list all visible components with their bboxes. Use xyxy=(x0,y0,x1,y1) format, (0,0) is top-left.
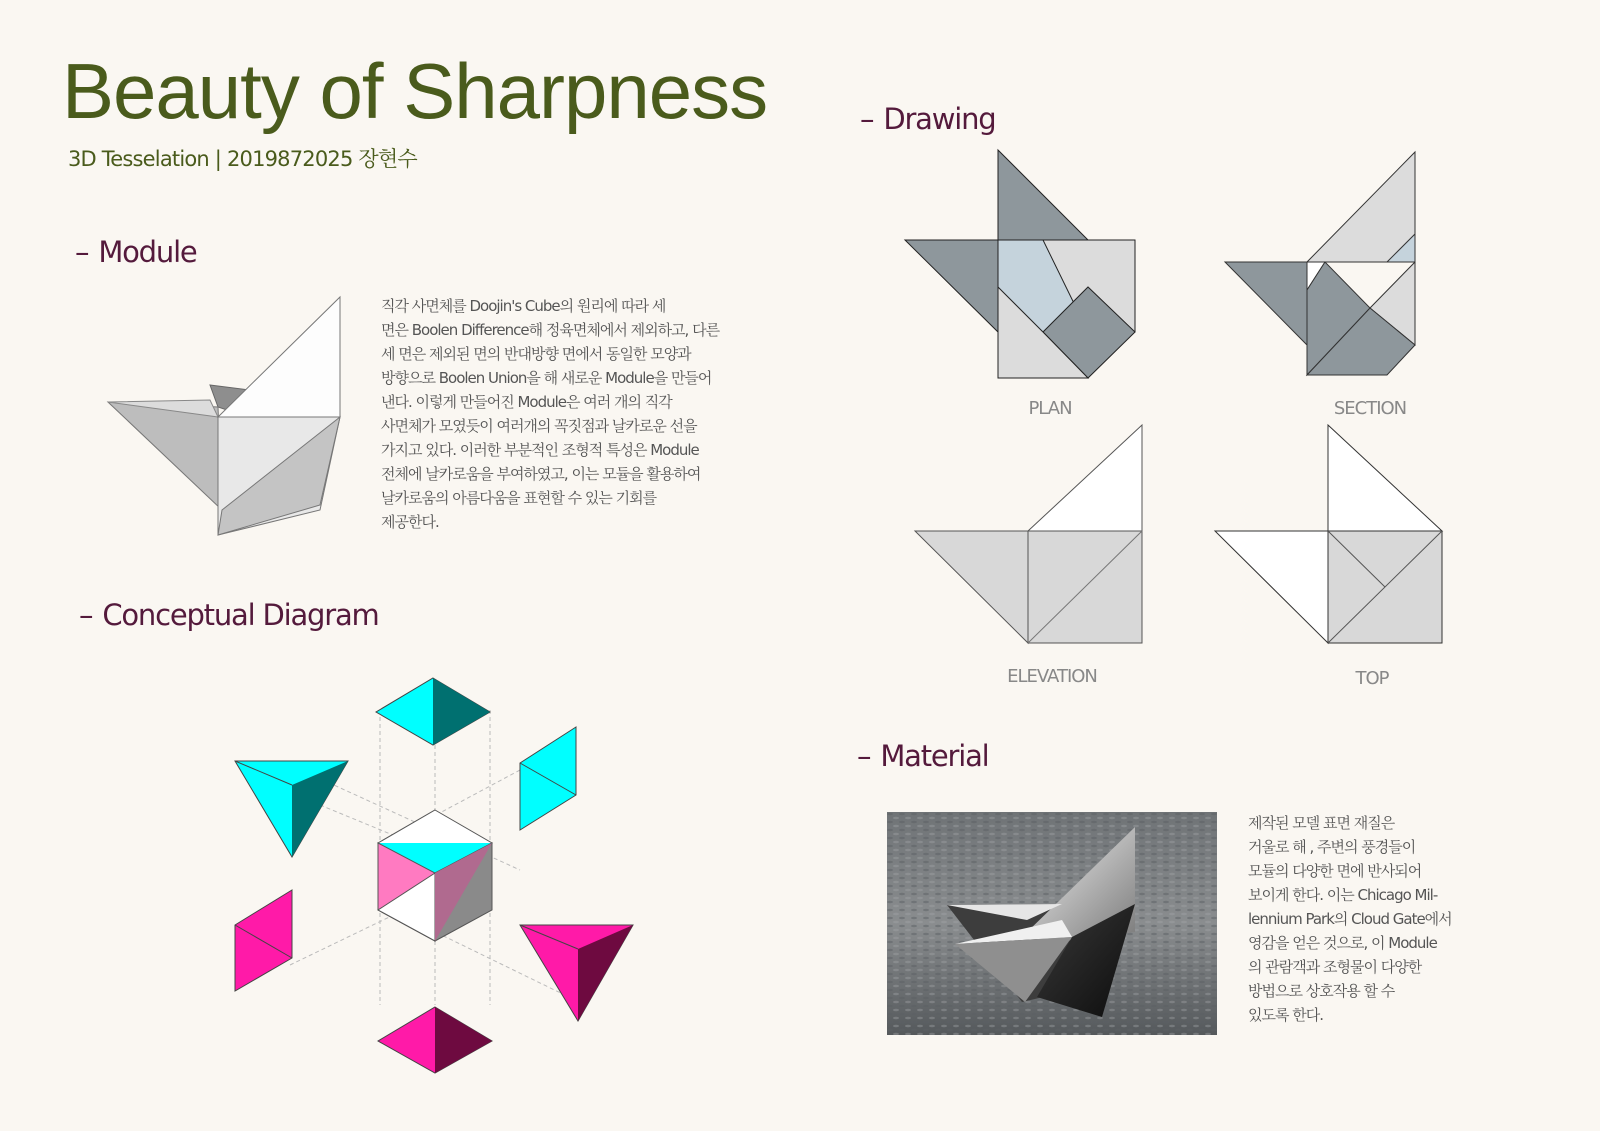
elevation-label: ELEVATION xyxy=(1007,666,1097,687)
material-heading xyxy=(857,739,989,773)
material-text-line: 보이게 한다. 이는 Chicago Mil- xyxy=(1248,886,1438,904)
material-text-line: 거울로 해 , 주변의 풍경들이 xyxy=(1248,838,1416,856)
module-text-line: 사면체가 모였듯이 여러개의 꼭짓점과 날카로운 선을 xyxy=(381,417,697,435)
module-text-line: 낸다. 이렇게 만들어진 Module은 여러 개의 직각 xyxy=(381,393,672,411)
material-text-line: 모듈의 다양한 면에 반사되어 xyxy=(1248,862,1422,880)
module-description xyxy=(381,294,719,534)
heading-dash: – xyxy=(857,739,871,773)
material-text-line: lennium Park의 Cloud Gate에서 xyxy=(1248,910,1452,928)
module-heading xyxy=(75,235,197,269)
material-heading-label: Material xyxy=(880,739,989,773)
module-text-line: 가지고 있다. 이러한 부분적인 조형적 특성은 Module xyxy=(381,441,699,459)
plan-label: PLAN xyxy=(1028,398,1072,419)
material-render xyxy=(887,812,1217,1035)
section-drawing xyxy=(1225,150,1445,390)
module-text-line: 전체에 날카로움을 부여하였고, 이는 모듈을 활용하여 xyxy=(381,465,701,483)
conceptual-heading-label: Conceptual Diagram xyxy=(102,598,379,632)
section-label: SECTION xyxy=(1333,398,1407,419)
module-text-line: 방향으로 Boolen Union을 해 새로운 Module을 만들어 xyxy=(381,369,712,387)
heading-dash: – xyxy=(75,235,89,269)
conceptual-diagram xyxy=(230,675,650,1085)
top-label: TOP xyxy=(1355,668,1389,689)
heading-dash: – xyxy=(79,598,93,632)
module-text-line: 제공한다. xyxy=(381,513,439,531)
module-text-line: 직각 사면체를 Doojin's Cube의 원리에 따라 세 xyxy=(381,297,666,315)
conceptual-heading xyxy=(79,598,379,632)
material-text-line: 방법으로 상호작용 할 수 xyxy=(1248,982,1395,1000)
material-description xyxy=(1248,811,1452,1027)
material-text-line: 영감을 얻은 것으로, 이 Module xyxy=(1248,934,1437,952)
drawing-heading-label: Drawing xyxy=(883,102,996,136)
page-subtitle: 3D Tesselation | 2019872025 장현수 xyxy=(68,147,417,171)
top-drawing xyxy=(1215,425,1455,665)
module-text-line: 면은 Boolen Difference해 정육면체에서 제외하고, 다른 xyxy=(381,321,720,339)
module-text-line: 날카로움의 아름다움을 표현할 수 있는 기회를 xyxy=(381,489,657,507)
material-text-line: 제작된 모델 표면 재질은 xyxy=(1248,814,1395,832)
module-render xyxy=(100,295,360,555)
page-title: Beauty of Sharpness xyxy=(62,47,768,135)
drawing-heading xyxy=(860,102,996,136)
module-text-line: 세 면은 제외된 면의 반대방향 면에서 동일한 모양과 xyxy=(381,345,691,363)
heading-dash: – xyxy=(860,102,874,136)
material-text-line: 있도록 한다. xyxy=(1248,1006,1323,1024)
plan-drawing xyxy=(905,150,1145,390)
elevation-drawing xyxy=(915,425,1155,665)
material-text-line: 의 관람객과 조형물이 다양한 xyxy=(1248,958,1422,976)
module-heading-label: Module xyxy=(98,235,197,269)
